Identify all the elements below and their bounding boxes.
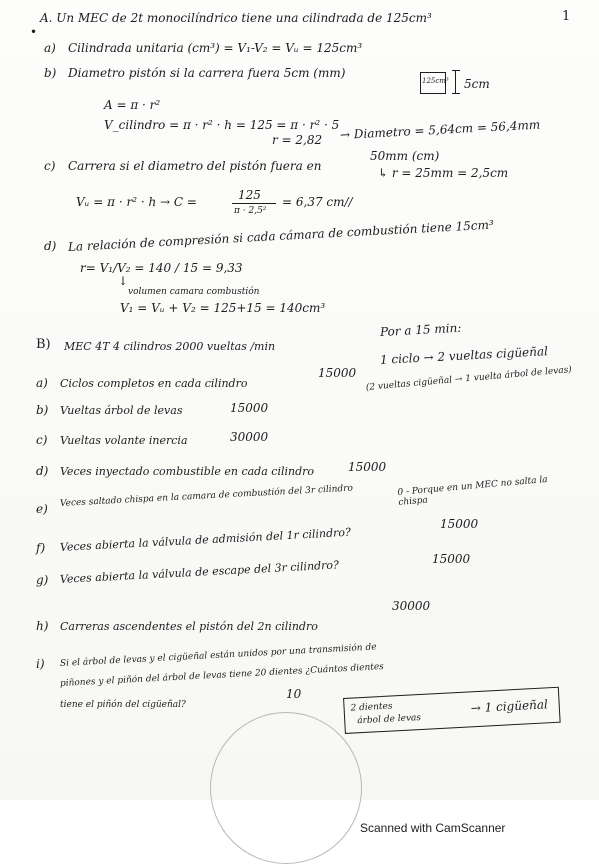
stroke-fraction-numerator: 125 [238, 188, 261, 202]
question-h-label: h) [36, 619, 49, 633]
question-i-line-3: tiene el piñón del cigüeñal? [60, 700, 186, 710]
total-volume-formula: V₁ = Vᵤ + V₂ = 125+15 = 140cm³ [120, 301, 326, 315]
question-d-label: d) [36, 464, 49, 478]
answer-box-line-1: 2 dientes [350, 701, 393, 714]
item-c-label: c) [44, 159, 56, 173]
question-g-text: Veces abierta la válvula de escape del 3r cilindro? [59, 558, 340, 586]
question-h-answer: 30000 [392, 599, 431, 613]
compression-formula: r= V₁/V₂ = 140 / 15 = 9,33 [80, 261, 243, 275]
volume-formula: V_cilindro = π · r² · h = 125 = π · r² · 5 [104, 118, 340, 132]
height-marker-bottom [452, 93, 460, 94]
question-f-text: Veces abierta la válvula de admisión del 1r cilindro? [59, 525, 352, 554]
bleed-through-sketch [210, 712, 362, 864]
cycle-note-2: (2 vueltas cigüeñal → 1 vuelta árbol de levas) [365, 365, 573, 393]
question-a-answer: 15000 [318, 366, 357, 380]
section-b-label: B) [36, 337, 51, 352]
cycle-note: 1 ciclo → 2 vueltas cigüeñal [379, 344, 549, 367]
question-c-text: Vueltas volante inercia [60, 434, 188, 447]
stroke-formula: Vᵤ = π · r² · h → C = [76, 195, 197, 209]
question-g-answer: 15000 [432, 552, 471, 566]
cylinder-box [420, 72, 449, 94]
page-title: A. Un MEC de 2t monocilíndrico tiene una cilindrada de 125cm³ [40, 11, 432, 25]
question-a-label: a) [36, 376, 48, 390]
height-label: 5cm [464, 77, 490, 91]
question-f-answer: 15000 [440, 517, 479, 531]
area-formula: A = π · r² [104, 98, 161, 112]
question-b-text: Vueltas árbol de levas [60, 404, 183, 417]
item-c-text: Carrera si el diametro del pistón fuera en [68, 159, 322, 173]
question-b-answer: 15000 [230, 401, 269, 415]
radius-result: r = 2,82 [272, 133, 323, 147]
question-e-text: Veces saltado chispa en la camara de combustión del 3r cilindro [59, 483, 354, 509]
bullet-dot: • [30, 25, 38, 39]
section-b-duration: Por a 15 min: [379, 320, 462, 339]
answer-box [343, 687, 561, 734]
item-a-text: Cilindrada unitaria (cm³) = V₁-V₂ = Vᵤ = 125cm³ [68, 41, 363, 55]
item-b-label: b) [44, 66, 57, 80]
answer-box-result: → 1 cigüeñal [470, 697, 549, 716]
answer-box-line-2: árbol de levas [357, 712, 422, 727]
combustion-chamber-note: volumen camara combustión [128, 287, 260, 297]
item-d-label: d) [44, 239, 57, 253]
question-h-text: Carreras ascendentes el pistón del 2n cilindro [60, 620, 318, 633]
diameter-result: → Diametro = 5,64cm = 56,4mm [339, 117, 541, 142]
stroke-result: = 6,37 cm// [282, 195, 353, 209]
item-a-label: a) [44, 41, 56, 55]
question-a-text: Ciclos completos en cada cilindro [60, 377, 248, 390]
question-e-label: e) [36, 502, 48, 516]
page-number: 1 [562, 9, 571, 24]
fraction-bar [232, 203, 276, 204]
question-c-answer: 30000 [230, 430, 269, 444]
question-i-answer: 10 [286, 687, 302, 701]
question-d-text: Veces inyectado combustible en cada cilindro [60, 465, 314, 478]
question-e-answer: 0 - Porque en un MEC no salta la chispa [397, 474, 549, 509]
question-i-line-2: piñones y el piñón del árbol de levas tiene 20 dientes ¿Cuántos dientes [59, 662, 385, 689]
question-g-label: g) [36, 573, 49, 587]
stroke-fraction-denominator: π · 2,5² [234, 206, 267, 216]
item-b-text: Diametro pistón si la carrera fuera 5cm (mm) [68, 66, 346, 80]
question-b-label: b) [36, 403, 49, 417]
question-c-label: c) [36, 433, 48, 447]
height-marker-vertical [455, 70, 456, 94]
item-d-text: La relación de compresión si cada cámara de combustión tiene 15cm³ [67, 217, 495, 254]
scanner-watermark: Scanned with CamScanner [360, 821, 506, 835]
cylinder-box-label: 125cm³ [422, 77, 449, 85]
question-f-label: f) [36, 541, 46, 555]
given-diameter: 50mm (cm) [370, 149, 440, 163]
question-i-line-1: Si el árbol de levas y el cigüeñal están unidos por una transmisión de [59, 642, 377, 669]
section-b-heading: MEC 4T 4 cilindros 2000 vueltas /min [64, 340, 276, 353]
compression-arrow: ↓ [118, 274, 129, 288]
question-i-label: i) [36, 657, 45, 671]
question-d-answer: 15000 [348, 460, 387, 474]
given-radius: ↳ r = 25mm = 2,5cm [378, 166, 509, 180]
